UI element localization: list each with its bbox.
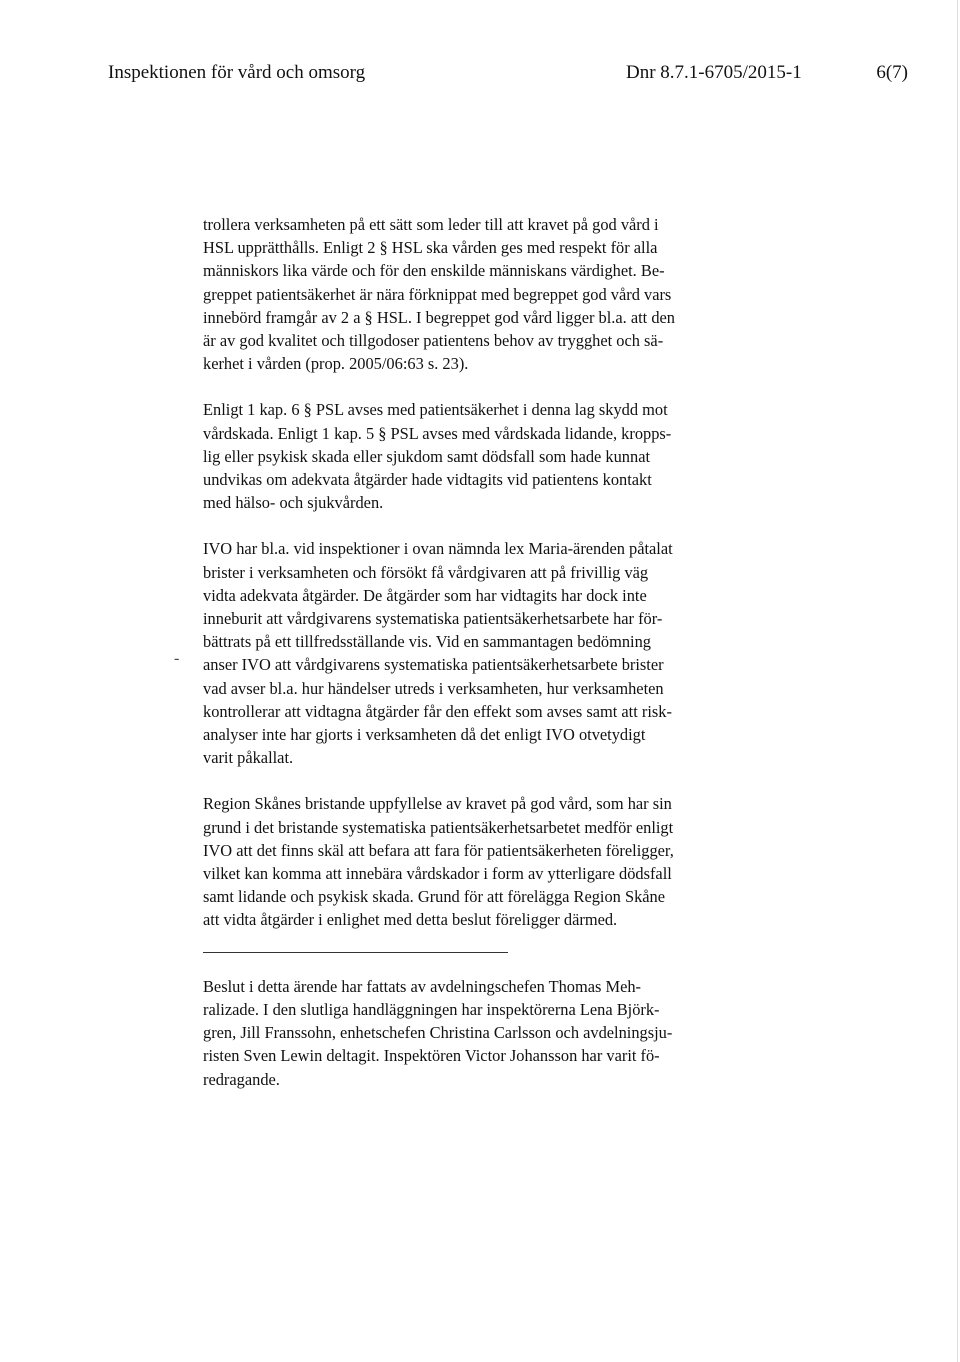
decision-note [203, 975, 763, 1091]
text-line: Beslut i detta ärende har fattats av avdelningschefen Thomas Meh- [203, 976, 641, 996]
text-line: vad avser bl.a. hur händelser utreds i verksamheten, hur verksamheten [203, 678, 664, 698]
text-line: att vidta åtgärder i enlighet med detta beslut föreligger därmed. [203, 910, 618, 930]
text-line: greppet patientsäkerhet är nära förknippat med begreppet god vård vars [203, 284, 672, 304]
text-line: IVO har bl.a. vid inspektioner i ovan nämnda lex Maria-ärenden påtalat [203, 539, 673, 559]
text-line: analyser inte har gjorts i verksamheten då det enligt IVO otvetydigt [203, 725, 646, 745]
text-line: vårdskada. Enligt 1 kap. 5 § PSL avses med vårdskada lidande, kropps- [203, 423, 672, 443]
text-line: inneburit att vårdgivarens systematiska patientsäkerhetsarbete har för- [203, 609, 663, 629]
text-line: redragande. [203, 1069, 280, 1089]
text-line: vidta adekvata åtgärder. De åtgärder som har vidtagits har dock inte [203, 585, 647, 605]
text-line: kontrollerar att vidtagna åtgärder får den effekt som avses samt att risk- [203, 701, 672, 721]
text-line: anser IVO att vårdgivarens systematiska patientsäkerhetsarbete brister [203, 655, 664, 675]
text-line: lig eller psykisk skada eller sjukdom samt dödsfall som hade kunnat [203, 446, 651, 466]
text-line: undvikas om adekvata åtgärder hade vidtagits vid patientens kontakt [203, 470, 652, 490]
page-number: 6(7) [876, 62, 908, 83]
margin-mark: - [174, 650, 180, 667]
page-header [108, 60, 908, 90]
text-line: IVO att det finns skäl att befara att fara för patientsäkerheten föreligger, [203, 840, 674, 860]
text-line: gren, Jill Franssohn, enhetschefen Christina Carlsson och avdelningsju- [203, 1023, 673, 1043]
text-line: HSL upprätthålls. Enligt 2 § HSL ska vården ges med respekt för alla [203, 238, 658, 258]
text-line: vilket kan komma att innebära vårdskador i form av ytterligare dödsfall [203, 864, 672, 884]
organization-name: Inspektionen för vård och omsorg [108, 62, 366, 83]
text-line: människors lika värde och för den enskilde människans värdighet. Be- [203, 261, 665, 281]
paragraph-patient-safety-law [203, 398, 763, 514]
text-line: risten Sven Lewin deltagit. Inspektören Victor Johansson har varit fö- [203, 1046, 660, 1066]
text-line: innebörd framgår av 2 a § HSL. I begreppet god vård ligger bl.a. att den [203, 307, 675, 327]
text-line: varit påkallat. [203, 748, 294, 768]
text-line: ralizade. I den slutliga handläggningen har inspektörerna Lena Björk- [203, 999, 660, 1019]
paragraph-ivo-assessment [203, 537, 763, 769]
paragraph-conclusion [203, 792, 763, 931]
text-line: brister i verksamheten och försökt få vårdgivaren att på frivillig väg [203, 562, 649, 582]
text-line: med hälso- och sjukvården. [203, 493, 384, 513]
section-divider [203, 952, 508, 953]
text-line: är av god kvalitet och tillgodoser patientens behov av trygghet och sä- [203, 331, 664, 351]
text-line: kerhet i vården (prop. 2005/06:63 s. 23). [203, 354, 469, 374]
scan-edge [957, 0, 958, 1362]
registration-number: Dnr 8.7.1-6705/2015-1 [626, 62, 802, 83]
paragraph-quality-of-care [203, 213, 763, 375]
text-line: samt lidande och psykisk skada. Grund för att förelägga Region Skåne [203, 887, 666, 907]
text-line: bättrats på ett tillfredsställande vis. Vid en sammantagen bedömning [203, 632, 651, 652]
text-line: Region Skånes bristande uppfyllelse av kravet på god vård, som har sin [203, 794, 672, 814]
text-line: grund i det bristande systematiska patientsäkerhetsarbetet medför enligt [203, 817, 674, 837]
document-body [203, 213, 763, 1114]
text-line: trollera verksamheten på ett sätt som leder till att kravet på god vård i [203, 215, 659, 234]
text-line: Enligt 1 kap. 6 § PSL avses med patientsäkerhet i denna lag skydd mot [203, 400, 668, 420]
